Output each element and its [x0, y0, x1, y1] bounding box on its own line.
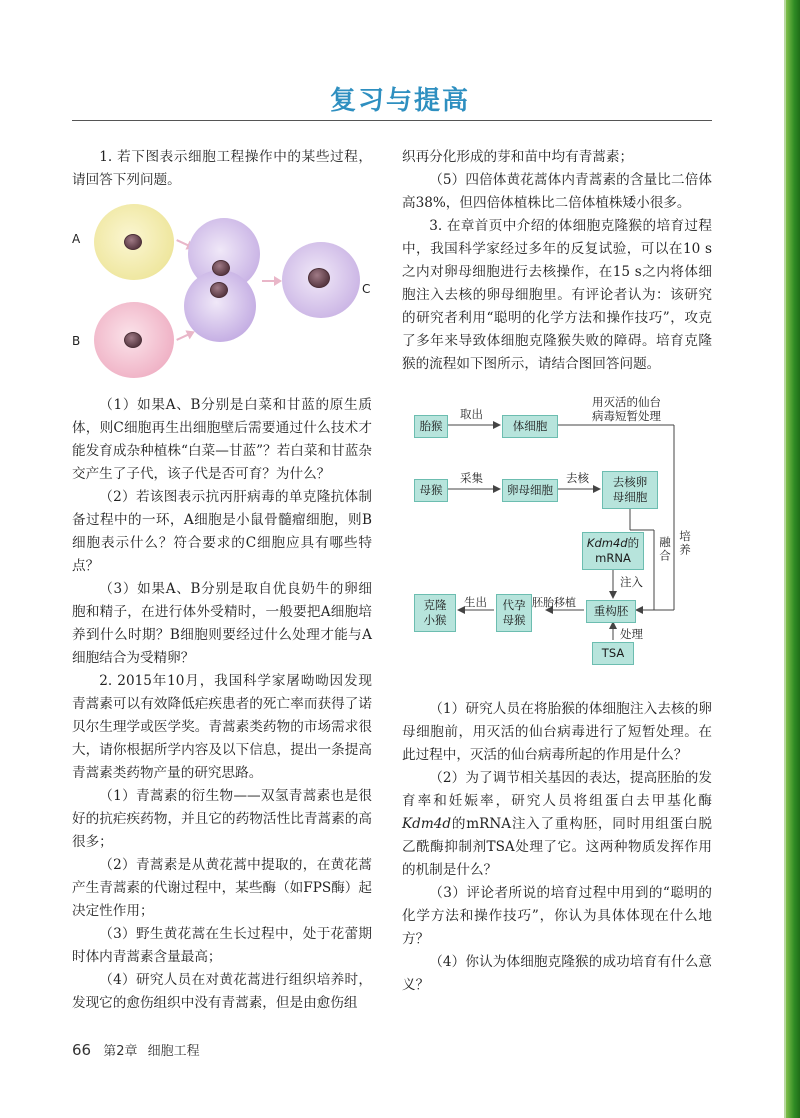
- label-enucleate: 去核: [566, 471, 589, 485]
- label-take-out: 取出: [460, 407, 483, 421]
- label-treat: 处理: [620, 627, 643, 641]
- label-culture: 培养: [678, 530, 692, 557]
- question-3-part-3: （3）评论者所说的培育过程中用到的“聪明的化学方法和操作技巧”，你认为具体体现在什么地方？: [402, 885, 712, 947]
- box-female-monkey: 母猴: [414, 479, 448, 502]
- title-rule: [72, 120, 712, 121]
- label-virus-note-2: 病毒短暂处理: [592, 409, 661, 423]
- kdm4d-gene-name: Kdm4d: [586, 536, 628, 550]
- question-3-part-4: （4）你认为体细胞克隆猴的成功培育有什么意义？: [402, 954, 712, 993]
- box-kdm4d-mrna: [582, 532, 644, 570]
- box-clone-monkey: [414, 594, 456, 632]
- label-fusion: 融合: [658, 536, 672, 563]
- box-tsa: TSA: [592, 642, 634, 665]
- label-birth: 生出: [464, 595, 487, 609]
- box-somatic-cell: 体细胞: [502, 415, 558, 438]
- page-footer: [72, 1040, 200, 1059]
- fusing-cell-bottom: [184, 270, 256, 342]
- question-3-intro: 3. 在章首页中介绍的体细胞克隆猴的培育过程中，我国科学家经过多年的反复试验，可以在10 s之内对卵母细胞进行去核操作，在15 s之内将体细胞注入去核的卵母细胞里。有评论者认为：该研究的研究者利用“聪明的化学方法和操作技巧”，攻克了多年来导致体细胞克隆猴失败的障碍。培育克隆猴的流程如下图所示，请结合图回答问题。: [402, 218, 712, 372]
- question-1-part-3: （3）如果A、B分别是取自优良奶牛的卵细胞和精子，在进行体外受精时，一般要把A细胞培养到什么时期？B细胞则要经过什么处理才能与A细胞结合为受精卵？: [72, 581, 372, 666]
- question-3-part-2: [402, 767, 712, 882]
- box-kdm4d-line-1: [585, 536, 641, 551]
- cell-a-label: A: [72, 232, 81, 246]
- question-2-intro: 2. 2015年10月，我国科学家屠呦呦因发现青蒿素可以有效降低疟疾患者的死亡率而获得了诺贝尔生理学或医学奖。青蒿素类药物的市场需求很大，请你根据所学内容及以下信息，提出一条提高青蒿素类药物产量的研究思路。: [72, 673, 372, 781]
- question-2-info-5: （5）四倍体黄花蒿体内青蒿素的含量比二倍体高38%，但四倍体植株比二倍体植株矮小很多。: [402, 172, 712, 211]
- box-clone-line-2: 小猴: [423, 613, 447, 627]
- cell-b-nucleus: [124, 332, 142, 348]
- section-title: 复习与提高: [329, 86, 470, 116]
- box-enucleated-oocyte: [602, 471, 658, 509]
- page-number: 66: [72, 1041, 92, 1059]
- arrow-b-to-fusion: [176, 333, 190, 341]
- question-3-part-1: （1）研究人员在将胎猴的体细胞注入去核的卵母细胞前，用灭活的仙台病毒进行了短暂处理。在此过程中，灭活的仙台病毒所起的作用是什么？: [402, 701, 712, 763]
- fusing-nucleus-bottom: [210, 282, 228, 298]
- question-2-info-3: （3）野生黄花蒿在生长过程中，处于花蕾期时体内青蒿素含量最高；: [72, 926, 372, 965]
- cell-a-nucleus: [124, 234, 142, 250]
- right-column: [402, 146, 712, 997]
- box-reconstructed-embryo: 重构胚: [586, 600, 636, 623]
- q3-2-text-after: 的mRNA注入了重构胚，同时用组蛋白脱乙酰酶抑制剂TSA处理了它。这两种物质发挥作用的机制是什么？: [402, 816, 712, 878]
- page-edge-highlight: [784, 0, 786, 1118]
- label-embryo-transfer: 胚胎移植: [532, 596, 576, 609]
- kdm4d-suffix: 的: [627, 536, 640, 550]
- arrow-fusion-to-c: [262, 280, 276, 282]
- question-2-info-4-continued: 织再分化形成的芽和苗中均有青蒿素；: [402, 149, 634, 165]
- box-surrogate-line-1: 代孕: [502, 598, 526, 612]
- page-edge-green-bar: [786, 0, 800, 1118]
- left-column: [72, 146, 372, 1015]
- cell-b-label: B: [72, 334, 81, 348]
- question-1-intro: 1. 若下图表示细胞工程操作中的某些过程，请回答下列问题。: [72, 149, 372, 188]
- box-surrogate-monkey: [496, 594, 532, 632]
- arrow-a-to-fusion: [176, 239, 190, 247]
- footer-chapter-title: 细胞工程: [147, 1044, 200, 1059]
- footer-chapter: 第2章: [103, 1044, 138, 1059]
- cell-fusion-figure: [72, 198, 372, 388]
- label-virus-note-1: 用灭活的仙台: [592, 395, 661, 409]
- box-oocyte: 卵母细胞: [502, 479, 558, 502]
- question-2-info-4: （4）研究人员在对黄花蒿进行组织培养时，发现它的愈伤组织中没有青蒿素，但是由愈伤组: [72, 972, 372, 1011]
- box-enucleated-line-2: 母细胞: [612, 490, 648, 504]
- question-2-info-1: （1）青蒿素的衍生物——双氢青蒿素也是很好的抗疟疾药物，并且它的药物活性比青蒿素的高很多；: [72, 788, 372, 850]
- q3-2-gene-name: Kdm4d: [402, 816, 452, 832]
- clone-monkey-flowchart: [408, 394, 708, 684]
- fusing-nucleus-top: [212, 260, 230, 276]
- label-collect: 采集: [460, 471, 483, 485]
- question-2-info-2: （2）青蒿素是从黄花蒿中提取的，在黄花蒿产生青蒿素的代谢过程中，某些酶（如FPS酶）起决定性作用；: [72, 857, 372, 919]
- box-kdm4d-line-2: mRNA: [595, 551, 631, 565]
- box-enucleated-line-1: 去核卵: [612, 475, 648, 489]
- box-fetal-monkey: 胎猴: [414, 415, 448, 438]
- label-inject: 注入: [620, 575, 643, 589]
- question-1-part-1: （1）如果A、B分别是白菜和甘蓝的原生质体，则C细胞再生出细胞壁后需要通过什么技术才能发育成杂种植株“白菜—甘蓝”？若白菜和甘蓝杂交产生了子代，该子代是否可育？为什么？: [72, 397, 372, 482]
- q3-2-text-before: （2）为了调节相关基因的表达，提高胚胎的发育率和妊娠率，研究人员将组蛋白去甲基化酶: [402, 770, 712, 809]
- box-clone-line-1: 克隆: [423, 598, 447, 612]
- question-1-part-2: （2）若该图表示抗丙肝病毒的单克隆抗体制备过程中的一环，A细胞是小鼠骨髓瘤细胞，则B细胞表示什么？符合要求的C细胞应具有哪些特点？: [72, 489, 372, 574]
- box-surrogate-line-2: 母猴: [502, 613, 526, 627]
- cell-c-nucleus: [308, 268, 330, 288]
- cell-c-label: C: [362, 282, 371, 296]
